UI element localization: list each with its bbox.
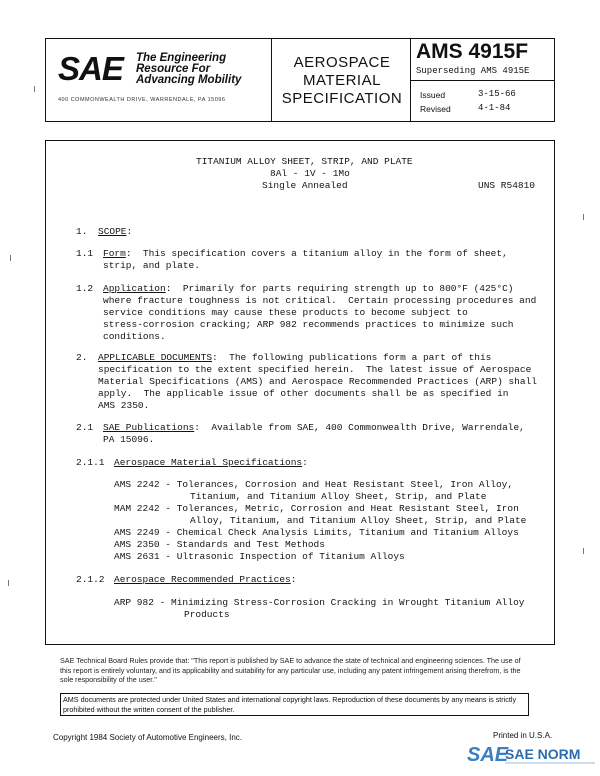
header-divider (411, 80, 554, 81)
condition: Single Annealed (262, 180, 348, 191)
section-heading: SAE Publications (103, 422, 195, 433)
heading-colon: : (126, 226, 133, 237)
section-heading: Aerospace Recommended Practices (114, 574, 291, 585)
sae-address: 400 COMMONWEALTH DRIVE, WARRENDALE, PA 15096 (58, 97, 226, 103)
watermark-text: SAE NORM (505, 746, 581, 762)
section-heading: Application (103, 283, 166, 294)
technical-board-rules: SAE Technical Board Rules provide that: "This report is published by SAE to advance the state of technical and engineering sciences. The use of this report is entirely voluntary, and its applicability and suitability for any particular use, including any patent infringement arising therefrom, is the sole responsibility of the user." (60, 656, 521, 684)
sae-norm-logo-icon (467, 742, 597, 766)
doc-title: TITANIUM ALLOY SHEET, STRIP, AND PLATE (196, 156, 413, 167)
paragraph-text: where fracture toughness is not critical. Certain processing procedures and (103, 295, 537, 306)
paragraph-text: : Primarily for parts requiring strength up to 800°F (425°C) (165, 283, 514, 294)
reference-entry: AMS 2242 - Tolerances, Corrosion and Heat Resistant Steel, Iron Alloy, (114, 479, 514, 490)
uns-number: UNS R54810 (478, 180, 536, 191)
paragraph-text: specification to the extent specified herein. The latest issue of Aerospace (98, 364, 532, 375)
heading-colon: : (290, 574, 297, 585)
paragraph-text: strip, and plate. (103, 260, 200, 271)
section-heading: Form (103, 248, 126, 259)
paragraph-text: Material Specifications (AMS) and Aerospace Recommended Practices (ARP) shall (98, 376, 537, 387)
revised-date: 4-1-84 (478, 103, 511, 113)
alloy-designation: 8Al - 1V - 1Mo (270, 168, 350, 179)
section-number: 1. (76, 226, 88, 237)
paragraph-text: : The following publications form a part of this (212, 352, 492, 363)
tagline-line: Resource For (136, 63, 211, 75)
margin-tick (583, 548, 584, 554)
margin-tick (583, 214, 584, 220)
copyright-notice: AMS documents are protected under United States and international copyright laws. Reproduction of these documents by any means is strictly prohibited without the written consent of the publisher. (60, 693, 529, 716)
supersedes-note: Superseding AMS 4915E (416, 66, 530, 76)
issued-label: Issued (420, 90, 446, 100)
reference-entry: AMS 2350 - Standards and Test Methods (114, 539, 325, 550)
sae-tagline (136, 53, 241, 86)
header-divider (271, 38, 272, 122)
paragraph-text: PA 15096. (103, 434, 155, 445)
paragraph-text: : This specification covers a titanium alloy in the form of sheet, (125, 248, 508, 259)
reference-entry: Titanium, and Titanium Alloy Sheet, Strip, and Plate (190, 491, 487, 502)
section-number: 2.1.2 (76, 574, 105, 585)
paragraph-text: : Available from SAE, 400 Commonwealth Drive, Warrendale, (194, 422, 525, 433)
reference-entry: Alloy, Titanium, and Titanium Alloy Sheet, Strip, and Plate (190, 515, 527, 526)
section-heading: Aerospace Material Specifications (114, 457, 303, 468)
margin-tick (34, 86, 35, 92)
paragraph-text: apply. The applicable issue of other documents shall be as specified in (98, 388, 509, 399)
paragraph-text: AMS 2350. (98, 400, 150, 411)
section-number: 1.2 (76, 283, 94, 294)
section-number: 2.1.1 (76, 457, 105, 468)
tagline-line: Advancing Mobility (136, 74, 242, 86)
printed-in: Printed in U.S.A. (493, 731, 553, 740)
tagline-line: The Engineering (136, 52, 227, 64)
margin-tick (8, 580, 9, 586)
section-number: 1.1 (76, 248, 94, 259)
revised-label: Revised (420, 104, 451, 114)
section-heading: SCOPE (98, 226, 127, 237)
sae-norm-watermark (467, 742, 597, 766)
paragraph-text: conditions. (103, 331, 166, 342)
title-line: AEROSPACE (293, 54, 391, 71)
section-number: 2. (76, 352, 88, 363)
title-line: SPECIFICATION (281, 90, 403, 107)
title-line: MATERIAL (303, 72, 381, 89)
reference-entry: ARP 982 - Minimizing Stress-Corrosion Cracking in Wrought Titanium Alloy (114, 597, 525, 608)
issued-date: 3-15-66 (478, 89, 516, 99)
reference-entry: Products (184, 609, 230, 620)
paragraph-text: stress-corrosion cracking; ARP 982 recommends practices to minimize such (103, 319, 514, 330)
ams-number: AMS 4915F (416, 40, 529, 63)
reference-entry: AMS 2249 - Chemical Check Analysis Limits, Titanium and Titanium Alloys (114, 527, 519, 538)
sae-logo: SAE (58, 50, 123, 87)
section-number: 2.1 (76, 422, 94, 433)
heading-colon: : (302, 457, 308, 468)
copyright-line: Copyright 1984 Society of Automotive Engineers, Inc. (53, 733, 242, 742)
section-heading: APPLICABLE DOCUMENTS (98, 352, 213, 363)
paragraph-text: service conditions may cause these products to become subject to (103, 307, 468, 318)
reference-entry: AMS 2631 - Ultrasonic Inspection of Titanium Alloys (114, 551, 405, 562)
svg-text:SAE: SAE (467, 744, 509, 766)
reference-entry: MAM 2242 - Tolerances, Metric, Corrosion and Heat Resistant Steel, Iron (114, 503, 519, 514)
document-type-title (276, 54, 408, 108)
margin-tick (10, 255, 11, 261)
